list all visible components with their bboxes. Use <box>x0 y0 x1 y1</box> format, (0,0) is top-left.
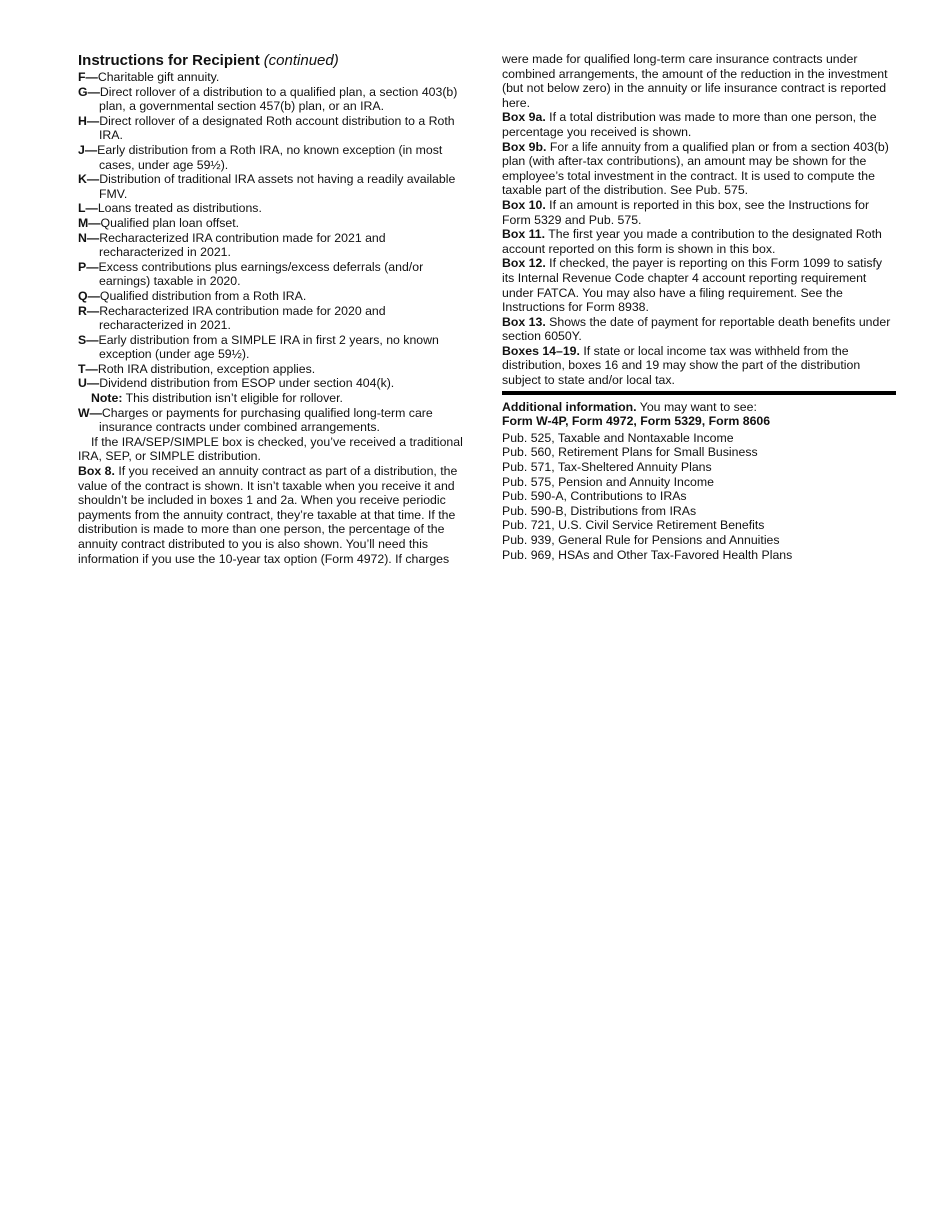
left-column <box>78 52 470 566</box>
publication-item: Pub. 525, Taxable and Nontaxable Income <box>502 430 734 445</box>
code-n: N—Recharacterized IRA contribution made for 2021 and recharacterized in 2021. <box>78 230 386 260</box>
heading-title: Instructions for Recipient <box>78 52 260 69</box>
box-8-label: Box 8. <box>78 464 115 479</box>
boxes-14-19-paragraph: Boxes 14–19. If state or local income tax was withheld from the distribution, boxes 16 and 19 may show the part of the distribution subject to state and/or local tax. <box>502 343 861 388</box>
box-8-continuation: were made for qualified long-term care insurance contracts under combined arrangements, the amount of the reduction in the investment (but not below zero) in the annuity or life insurance contract is reported here. <box>502 52 888 110</box>
code-k: K—Distribution of traditional IRA assets not having a readily available FMV. <box>78 172 456 201</box>
rollover-note <box>78 391 470 406</box>
additional-text: You may want to see: <box>636 399 757 414</box>
heading-suffix: (continued) <box>263 52 339 69</box>
publication-list <box>502 431 896 562</box>
code-u: U—Dividend distribution from ESOP under section 404(k). <box>78 376 395 391</box>
publication-item: Pub. 571, Tax-Sheltered Annuity Plans <box>502 460 712 475</box>
code-r: R—Recharacterized IRA contribution made for 2020 and recharacterized in 2021. <box>78 303 386 333</box>
box-10-paragraph: Box 10. If an amount is reported in this box, see the Instructions for Form 5329 and Pub. 575. <box>502 197 870 227</box>
box-8-paragraph <box>78 464 470 566</box>
code-g: G—Direct rollover of a distribution to a qualified plan, a section 403(b) plan, a governmental section 457(b) plan, or an IRA. <box>78 84 458 114</box>
code-f: F—Charitable gift annuity. <box>78 70 220 84</box>
box-12-paragraph: Box 12. If checked, the payer is reporting on this Form 1099 to satisfy its Internal Revenue Code chapter 4 account reporting requirement under FATCA. You may also have a filing requirement. See the Instructions for Form 8938. <box>502 256 883 315</box>
code-l: L—Loans treated as distributions. <box>78 201 262 216</box>
code-s: S—Early distribution from a SIMPLE IRA in first 2 years, no known exception (under age 59½). <box>78 332 439 362</box>
box-13-paragraph: Box 13. Shows the date of payment for reportable death benefits under section 6050Y. <box>502 314 891 344</box>
code-t: T—Roth IRA distribution, exception applies. <box>78 361 316 376</box>
publication-item: Pub. 721, U.S. Civil Service Retirement Benefits <box>502 518 765 533</box>
box-8-text: If you received an annuity contract as part of a distribution, the value of the contract is shown. It isn’t taxable when you receive it and shouldn’t be included in boxes 1 and 2a. When you receive periodic payments from the annuity contract, they’re taxable at that time. If the distribution is made to more than one person, the percentage of the annuity contract distributed to you is also shown. You’ll need this information if you use the 10-year tax option (Form 4972). If charges <box>78 464 458 566</box>
code-m: M—Qualified plan loan offset. <box>78 215 240 230</box>
publication-item: Pub. 590-B, Distributions from IRAs <box>502 503 697 518</box>
forms-line: Form W-4P, Form 4972, Form 5329, Form 8606 <box>502 414 771 429</box>
right-column <box>502 52 896 562</box>
box-9a-paragraph: Box 9a. If a total distribution was made to more than one person, the percentage you received is shown. <box>502 110 877 139</box>
code-q: Q—Qualified distribution from a Roth IRA. <box>78 288 307 303</box>
note-text: This distribution isn’t eligible for rollover. <box>122 391 343 406</box>
publication-item: Pub. 575, Pension and Annuity Income <box>502 474 714 489</box>
publication-item: Pub. 590-A, Contributions to IRAs <box>502 489 687 504</box>
additional-information <box>502 400 896 415</box>
publication-item: Pub. 969, HSAs and Other Tax-Favored Health Plans <box>502 547 793 562</box>
code-j: J—Early distribution from a Roth IRA, no known exception (in most cases, under age 59½). <box>78 142 443 172</box>
box-11-paragraph: Box 11. The first year you made a contribution to the designated Roth account reported on this form is shown in this box. <box>502 227 882 256</box>
code-w: W—Charges or payments for purchasing qualified long-term care insurance contracts under combined arrangements. <box>78 405 433 435</box>
code-h: H—Direct rollover of a designated Roth account distribution to a Roth IRA. <box>78 113 455 143</box>
note-label: Note: <box>91 391 123 406</box>
box-9b-paragraph: Box 9b. For a life annuity from a qualified plan or from a section 403(b) plan (with after-tax contributions), an amount may be shown for the employee’s total investment in the contract. It is used to compute the taxable part of the distribution. See Pub. 575. <box>502 139 889 198</box>
code-p: P—Excess contributions plus earnings/excess deferrals (and/or earnings) taxable in 2020. <box>78 259 424 289</box>
publication-item: Pub. 560, Retirement Plans for Small Business <box>502 445 758 460</box>
section-divider <box>502 391 896 395</box>
ira-sep-simple-paragraph: If the IRA/SEP/SIMPLE box is checked, you’ve received a traditional IRA, SEP, or SIMPLE distribution. <box>78 434 463 464</box>
additional-label: Additional information. <box>502 399 637 414</box>
publication-item: Pub. 939, General Rule for Pensions and Annuities <box>502 533 780 547</box>
section-heading <box>78 52 470 70</box>
